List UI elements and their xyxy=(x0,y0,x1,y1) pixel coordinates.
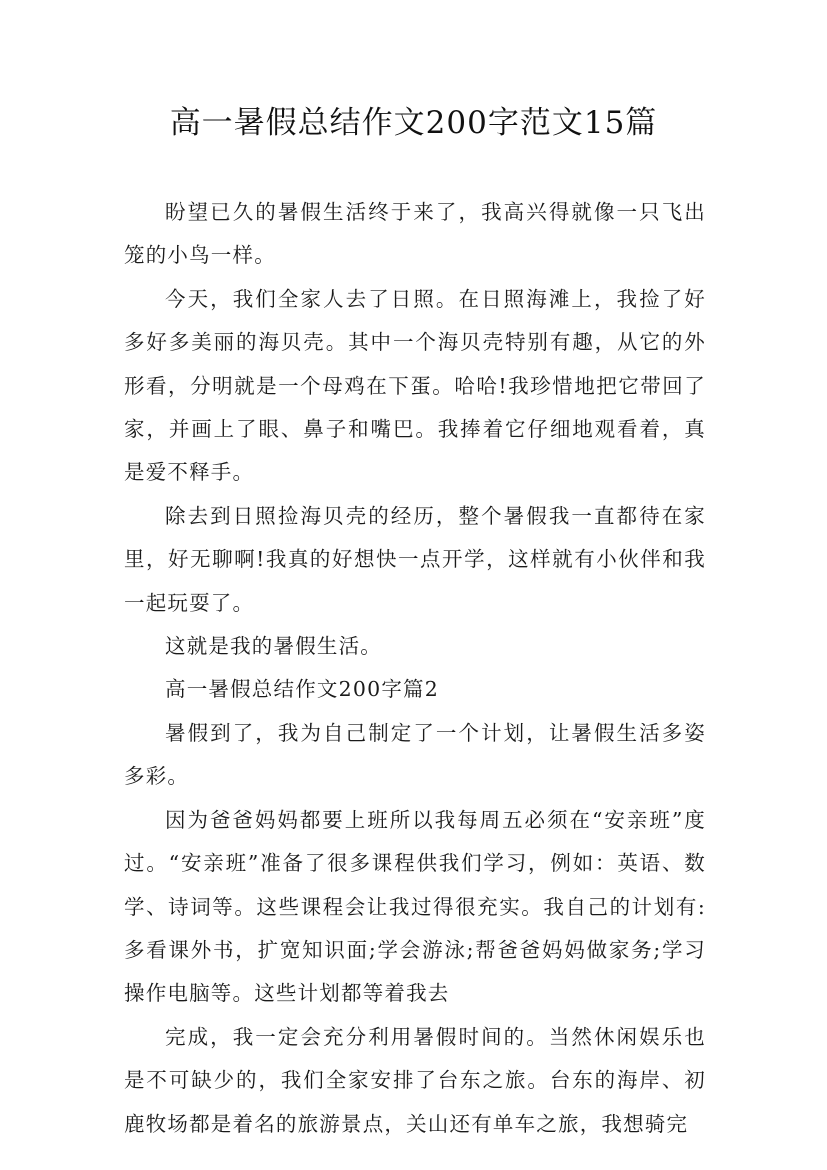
document-title: 高一暑假总结作文200字范文15篇 xyxy=(169,105,658,141)
paragraph: 这就是我的暑假生活。 xyxy=(165,634,382,659)
paragraph: 暑假到了，我为自己制定了一个计划，让暑假生活多姿多彩。 xyxy=(124,720,706,789)
paragraph: 除去到日照捡海贝壳的经历，整个暑假我一直都待在家里，好无聊啊!我真的好想快一点开学，这样就有小伙伴和我一起玩耍了。 xyxy=(124,503,706,615)
paragraph: 今天，我们全家人去了日照。在日照海滩上，我捡了好多好多美丽的海贝壳。其中一个海贝壳特别有趣，从它的外形看，分明就是一个母鸡在下蛋。哈哈!我珍惜地把它带回了家，并画上了眼、鼻子和嘴巴。我捧着它仔细地观看着，真是爱不释手。 xyxy=(124,286,706,485)
paragraph: 完成，我一定会充分利用暑假时间的。当然休闲娱乐也是不可缺少的，我们全家安排了台东之旅。台东的海岸、初鹿牧场都是着名的旅游景点，关山还有单车之旅，我想骑完 xyxy=(124,1024,706,1136)
paragraph: 因为爸爸妈妈都要上班所以我每周五必须在“安亲班”度过。“安亲班”准备了很多课程供我们学习，例如：英语、数学、诗词等。这些课程会让我过得很充实。我自己的计划有:多看课外书，扩宽知识面;学会游泳;帮爸爸妈妈做家务;学习操作电脑等。这些计划都等着我去 xyxy=(124,807,706,1006)
paragraph: 盼望已久的暑假生活终于来了，我高兴得就像一只飞出笼的小鸟一样。 xyxy=(124,200,706,268)
document-body xyxy=(124,191,706,1146)
section-heading: 高一暑假总结作文200字篇2 xyxy=(165,677,439,702)
